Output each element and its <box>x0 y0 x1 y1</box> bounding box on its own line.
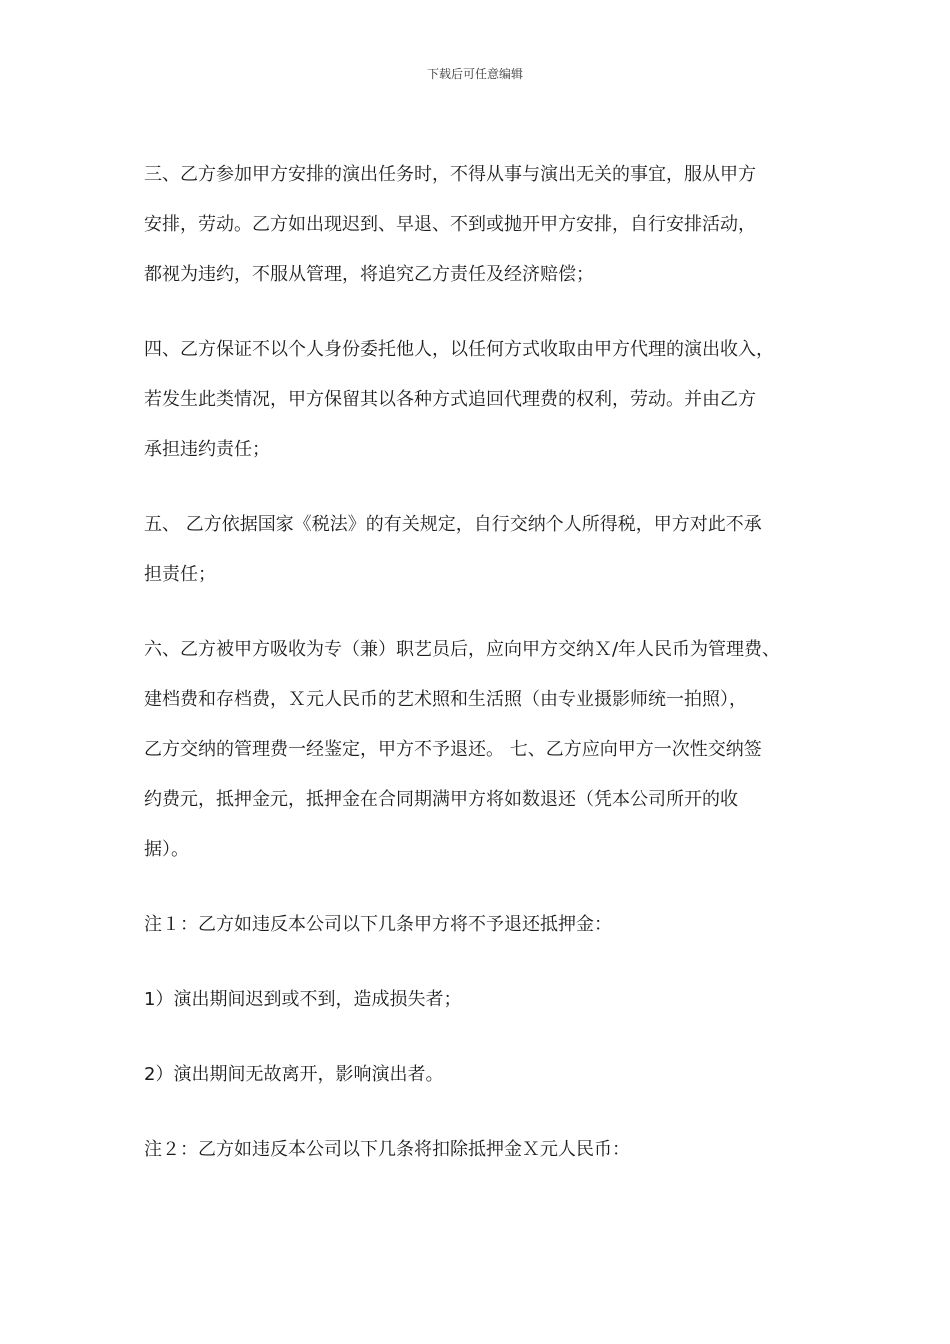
note-1-item-1-text: 1）演出期间迟到或不到，造成损失者； <box>144 989 462 1010</box>
clause-6-line-1: 六、乙方被甲方吸收为专（兼）职艺员后，应向甲方交纳Ｘ/年人民币为管理费、 <box>144 639 781 660</box>
clause-5-line-1: 五、 乙方依据国家《税法》的有关规定，自行交纳个人所得税，甲方对此不承 <box>144 514 762 535</box>
note-1-item-2 <box>144 1050 824 1100</box>
clause-4 <box>144 325 824 475</box>
note-1 <box>144 900 824 950</box>
clause-6-7 <box>144 625 824 875</box>
page-header-note: 下载后可任意编辑 <box>426 67 523 81</box>
note-1-item-2-text: 2）演出期间无故离开，影响演出者。 <box>144 1064 444 1085</box>
clause-4-line-1: 四、乙方保证不以个人身份委托他人，以任何方式收取由甲方代理的演出收入， <box>144 339 774 360</box>
clause-3 <box>144 150 824 300</box>
clause-3-line-2: 安排，劳动。乙方如出现迟到、早退、不到或抛开甲方安排，自行安排活动， <box>144 214 756 235</box>
clause-6-line-2: 建档费和存档费，Ｘ元人民币的艺术照和生活照（由专业摄影师统一拍照）， <box>144 689 747 710</box>
clause-6-line-3: 乙方交纳的管理费一经鉴定，甲方不予退还。 七、乙方应向甲方一次性交纳签 <box>144 739 762 760</box>
clause-4-line-3: 承担违约责任； <box>144 439 270 460</box>
clause-7-line-1: 约费元，抵押金元，抵押金在合同期满甲方将如数退还（凭本公司所开的收 <box>144 789 738 810</box>
document-body <box>144 150 824 1175</box>
clause-3-line-1: 三、乙方参加甲方安排的演出任务时，不得从事与演出无关的事宜，服从甲方 <box>144 164 756 185</box>
note-1-item-1 <box>144 975 824 1025</box>
clause-3-line-3: 都视为违约，不服从管理，将追究乙方责任及经济赔偿； <box>144 264 594 285</box>
note-1-text: 注１：乙方如违反本公司以下几条甲方将不予退还抵押金： <box>144 914 612 935</box>
clause-5-line-2: 担责任； <box>144 564 216 585</box>
note-2-text: 注２：乙方如违反本公司以下几条将扣除抵押金Ｘ元人民币： <box>144 1139 630 1160</box>
clause-4-line-2: 若发生此类情况，甲方保留其以各种方式追回代理费的权利，劳动。并由乙方 <box>144 389 756 410</box>
clause-7-line-2: 据）。 <box>144 839 189 860</box>
note-2 <box>144 1125 824 1175</box>
clause-5 <box>144 500 824 600</box>
